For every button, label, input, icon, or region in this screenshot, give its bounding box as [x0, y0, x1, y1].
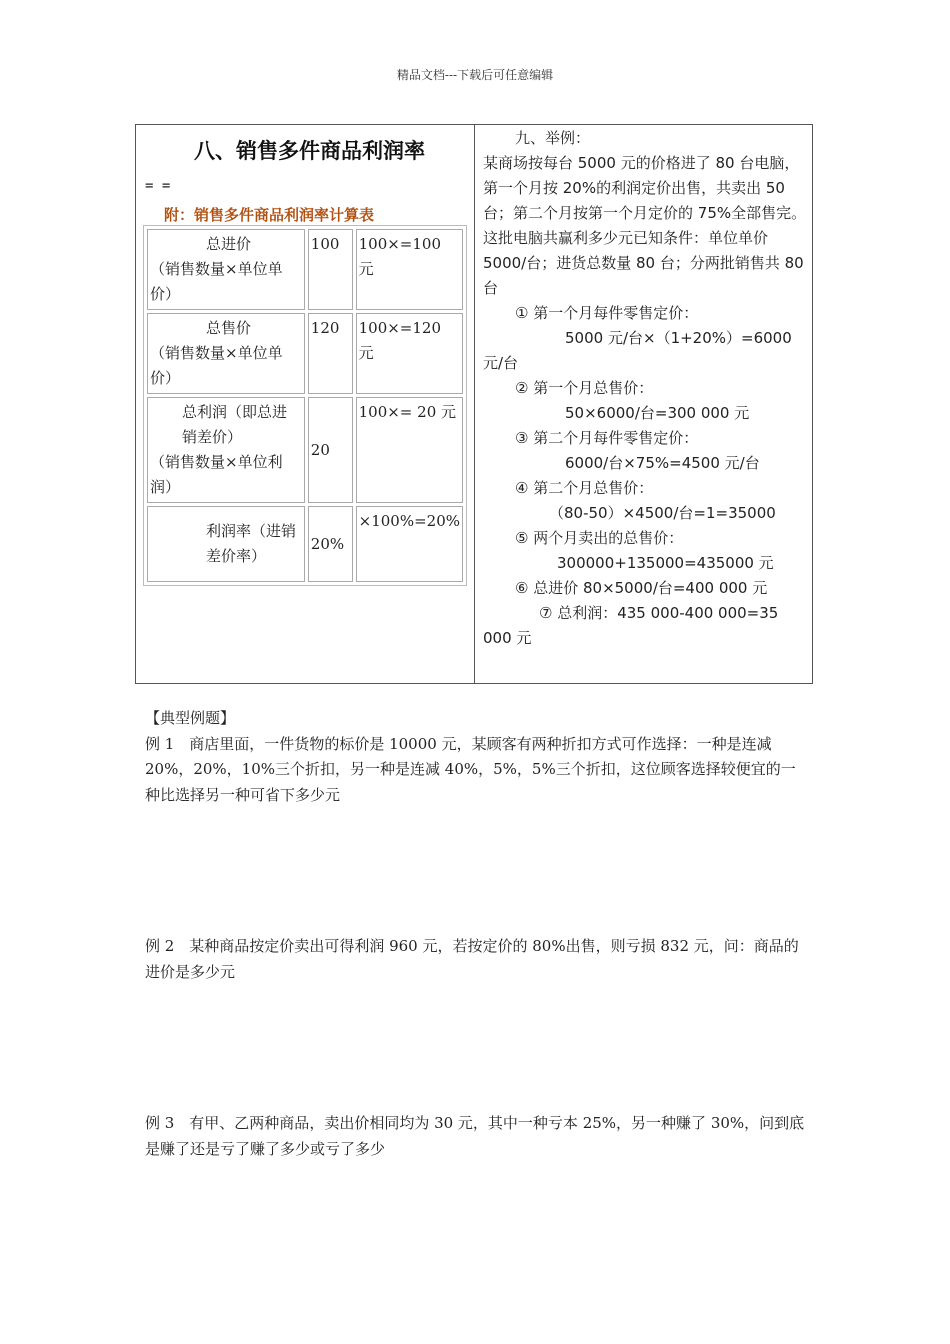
- table-row: [147, 313, 463, 394]
- example-3: 例 3 有甲、乙两种商品，卖出价相同均为 30 元，其中一种亏本 25%，另一种赚了 30%，问到底是赚了还是亏了赚了多少或亏了多少: [145, 1114, 805, 1158]
- step-formula: 50×6000/台=300 000 元: [565, 404, 750, 422]
- step-formula: 6000/台×75%=4500 元/台: [565, 454, 760, 472]
- row-label: 利润率（进销差价率）: [147, 506, 305, 582]
- step-label: ② 第一个月总售价：: [515, 379, 654, 397]
- step-label: ③ 第二个月每件零售定价：: [515, 429, 699, 447]
- table-row: [147, 229, 463, 310]
- examples-section: [145, 706, 810, 1162]
- section9-column: [475, 125, 813, 683]
- example-1: 例 1 商店里面，一件货物的标价是 10000 元，某顾客有两种折扣方式可作选择：一种是连减 20%，20%，10%三个折扣，另一种是连减 40%，5%，5%三个折扣，这位顾客选择较便宜的一种比选择另一种可省下多少元: [145, 734, 796, 804]
- page-header: 精品文档---下载后可任意编辑: [396, 68, 554, 82]
- table-row: [147, 397, 463, 503]
- row-value: 20%: [308, 506, 353, 582]
- row-calc: 100×=100 元: [356, 229, 463, 310]
- section8-title: 八、销售多件商品利润率: [194, 139, 425, 163]
- row-value: 120: [308, 313, 353, 394]
- section8-column: [136, 125, 474, 683]
- table-caption: 附：销售多件商品利润率计算表: [164, 206, 375, 224]
- section9-title: 九、举例：: [515, 129, 591, 147]
- row-calc: 100×= 20 元: [356, 397, 463, 503]
- step-label: ① 第一个月每件零售定价：: [515, 304, 699, 322]
- step-label: ④ 第二个月总售价：: [515, 479, 654, 497]
- examples-heading: 【典型例题】: [145, 709, 236, 727]
- row-label: 总售价 （销售数量×单位单价）: [147, 313, 305, 394]
- row-label: 总利润（即总进销差价） （销售数量×单位利润）: [147, 397, 305, 503]
- step-formula: （80-50）×4500/台=1=35000: [549, 504, 776, 522]
- step-label: ⑤ 两个月卖出的总售价：: [515, 529, 684, 547]
- equation-placeholder: = =: [145, 178, 171, 194]
- step-formula: 300000+135000=435000 元: [557, 554, 774, 572]
- row-value: 20: [308, 397, 353, 503]
- row-label: 总进价 （销售数量×单位单价）: [147, 229, 305, 310]
- section9-problem: 某商场按每台 5000 元的价格进了 80 台电脑，第一个月按 20%的利润定价出售，共卖出 50 台；第二个月按第一个月定价的 75%全部售完。这批电脑共赢利多少元已知条件：单位单价 5000/台；进货总数量 80 台；分两批销售共 80 台: [483, 154, 807, 297]
- profit-rate-table: [143, 225, 467, 586]
- content-frame: [135, 124, 813, 684]
- row-value: 100: [308, 229, 353, 310]
- table-row: [147, 506, 463, 582]
- row-calc: ×100%=20%: [356, 506, 463, 582]
- step-label: ⑦ 总利润：435 000-400 000=35 000 元: [483, 604, 779, 647]
- section9-text: [483, 126, 808, 651]
- example-2: 例 2 某种商品按定价卖出可得利润 960 元，若按定价的 80%出售，则亏损 832 元，问：商品的进价是多少元: [145, 937, 799, 981]
- step-formula: 5000 元/台×（1+20%）=6000 元/台: [483, 329, 792, 372]
- row-calc: 100×=120 元: [356, 313, 463, 394]
- step-label: ⑥ 总进价 80×5000/台=400 000 元: [515, 579, 768, 597]
